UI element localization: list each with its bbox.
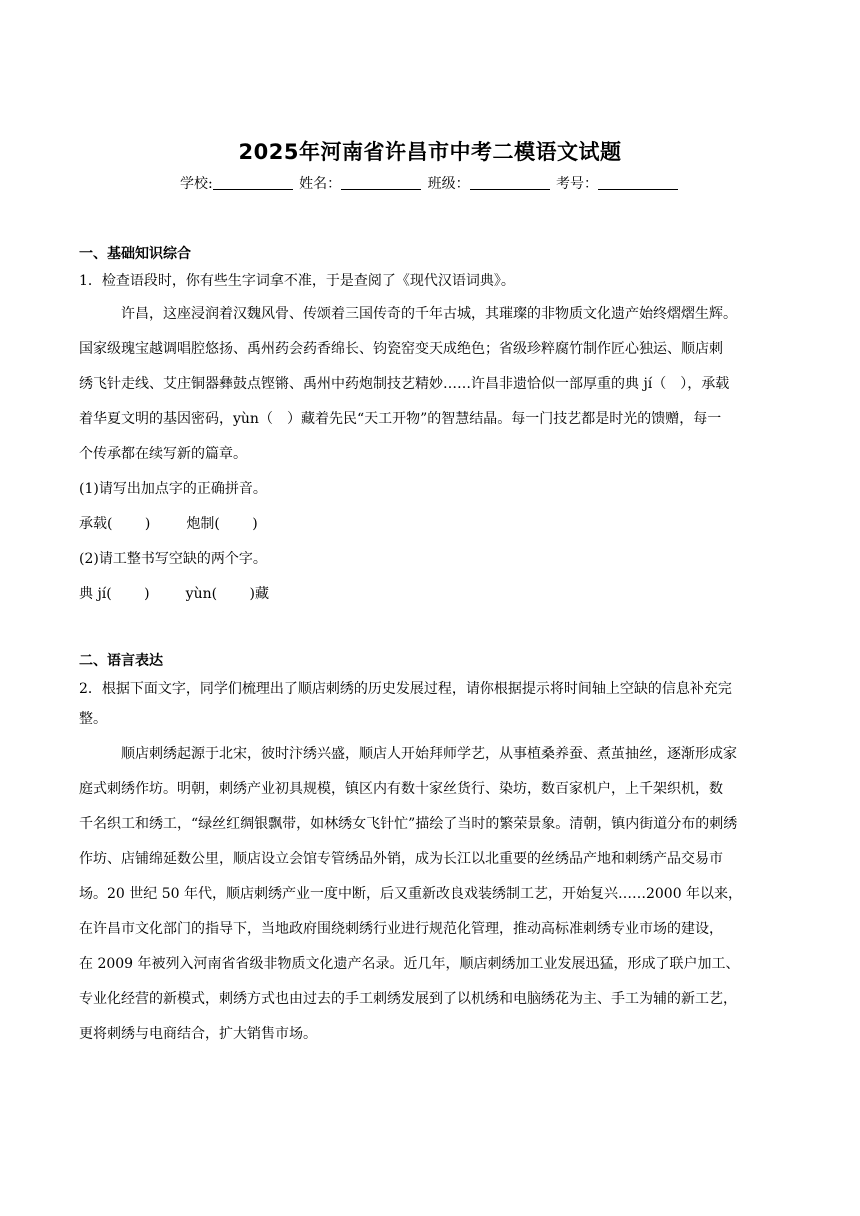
char-answer-ji[interactable]: 典 jí( ) [79, 586, 150, 602]
question-2-stem: 2．根据下面文字，同学们梳理出了顺店刺绣的历史发展过程，请你根据提示将时间轴上空缺的信息补充完 [79, 681, 732, 697]
q1-passage-line: 绣飞针走线、艾庄铜器彝鼓点铿锵、禹州中药炮制技艺精妙……许昌非遗恰似一部厚重的典 jí（ ），承载 [79, 376, 730, 392]
class-blank[interactable] [470, 175, 550, 190]
q2-passage-line: 在 2009 年被列入河南省省级非物质文化遗产名录。近几年，顺店刺绣加工业发展迅猛，形成了联户加工、 [79, 956, 740, 972]
pinyin-answer-zai[interactable]: 承载( ) [79, 516, 151, 532]
q1-sub1-answers [79, 513, 784, 533]
class-label: 班级： [427, 176, 470, 192]
name-label: 姓名： [299, 176, 342, 192]
emphasis-dot: 载 [715, 376, 730, 392]
q1-sub2-answers [79, 583, 784, 603]
school-label: 学校: [179, 176, 213, 192]
question-1-stem: 1．检查语段时，你有些生字词拿不准，于是查阅了《现代汉语词典》。 [79, 273, 515, 289]
q2-passage-line: 专业化经营的新模式，刺绣方式也由过去的手工刺绣发展到了以机绣和电脑绣花为主、手工为辅的新工艺， [79, 991, 737, 1007]
q2-passage-line: 千名织工和绣工，“绿丝红绸银飘带，如林绣女飞针忙”描绘了当时的繁荣景象。清朝，镇内街道分布的刺绣 [79, 816, 738, 832]
q1-passage-line: 许昌，这座浸润着汉魏风骨、传颂着三国传奇的千年古城，其璀璨的非物质文化遗产始终熠熠生辉。 [121, 306, 737, 322]
q1-passage-line: 个传承都在续写新的篇章。 [79, 446, 247, 462]
number-blank[interactable] [598, 175, 678, 190]
number-label: 考号： [556, 176, 599, 192]
q1-sub1-prompt: (1)请写出加点字的正确拼音。 [79, 481, 267, 497]
question-2-stem: 整。 [79, 711, 107, 727]
section-heading-1: 一、基础知识综合 [79, 246, 191, 262]
q2-passage-line: 在许昌市文化部门的指导下，当地政府围绕刺绣行业进行规范化管理，推动高标准刺绣专业市场的建设， [79, 921, 723, 937]
q2-passage-line: 作坊、店铺绵延数公里，顺店设立会馆专管绣品外销，成为长江以北重要的丝绣品产地和刺绣产品交易市 [79, 851, 723, 867]
char-answer-yun[interactable]: yùn( )藏 [185, 586, 269, 602]
q2-passage-line: 庭式刺绣作坊。明朝，刺绣产业初具规模，镇区内有数十家丝货行、染坊，数百家机户，上千架织机，数 [79, 781, 723, 797]
emphasis-dot: 炮 [186, 516, 201, 532]
name-blank[interactable] [341, 175, 421, 190]
q1-passage-line: 国家级瑰宝越调唱腔悠扬、禹州药会药香绵长、钧瓷窑变天成绝色；省级珍粹腐竹制作匠心独运、顺店刺 [79, 341, 723, 357]
emphasis-dot: 载 [93, 516, 107, 532]
pinyin-answer-pao[interactable]: 炮制( ) [186, 516, 258, 532]
school-blank[interactable] [213, 175, 293, 190]
q1-sub2-prompt: (2)请工整书写空缺的两个字。 [79, 551, 267, 567]
q1-passage-line: 着华夏文明的基因密码，yùn（ ）藏着先民“天工开物”的智慧结晶。每一门技艺都是时光的馈赠，每一 [79, 411, 722, 427]
q2-passage-line: 更将刺绣与电商结合，扩大销售市场。 [79, 1026, 317, 1042]
student-info-row [0, 173, 860, 193]
page-title: 2025年河南省许昌市中考二模语文试题 [238, 140, 622, 164]
q2-passage-line: 场。20 世纪 50 年代，顺店刺绣产业一度中断，后又重新改良戏装绣制工艺，开始复兴……2000 年以来， [79, 886, 743, 902]
q2-passage-line: 顺店刺绣起源于北宋，彼时汴绣兴盛，顺店人开始拜师学艺，从事植桑养蚕、煮茧抽丝，逐渐形成家 [121, 746, 737, 762]
section-heading-2: 二、语言表达 [79, 653, 163, 669]
